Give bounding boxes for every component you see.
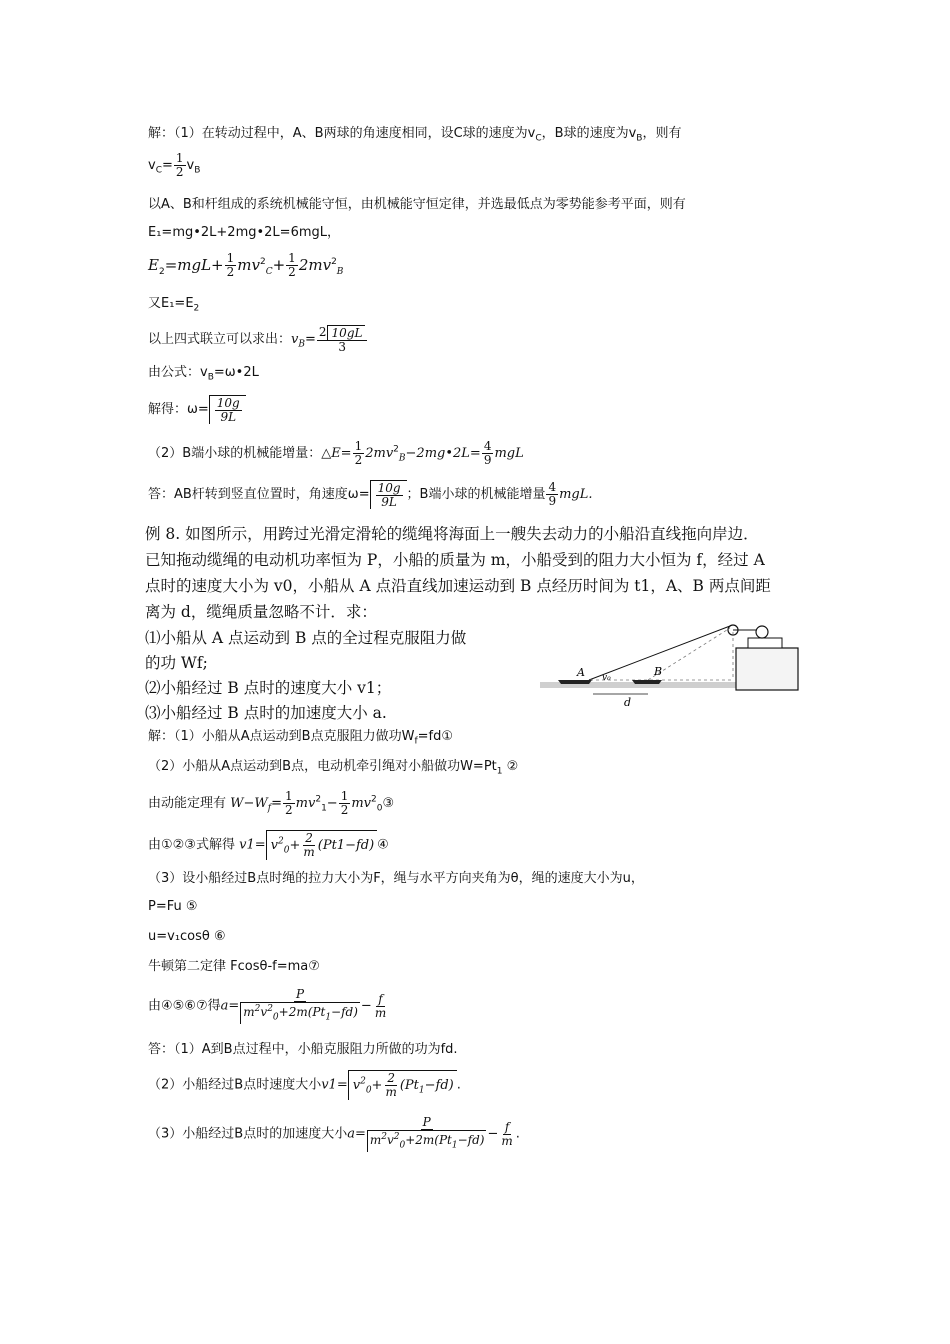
label-b: B (654, 665, 663, 678)
boat-a (558, 680, 592, 684)
sol1-result: 解得：ω= $\frac{10g}{9L}$ (148, 395, 246, 424)
sol8-step6: P=Fu ⑤ (148, 899, 198, 914)
sol1-vc-equation: $v_C=$ $\frac{1}{2}$ $v_B$ (148, 151, 201, 179)
sol8-step8: 牛顿第二定律 Fcosθ-f=ma⑦ (148, 959, 320, 974)
sol1-e1: E₁=mg•2L+2mg•2L=6mgL， (148, 225, 340, 240)
sol1-solve: 以上四式联立可以求出：$v_B=$ $\frac{2 10gL}{3}$ (148, 325, 368, 354)
label-d: d (624, 696, 632, 709)
sol8-step3: 由动能定理有 $W-W_f=$ $\frac{1}{2}$ $mv^2_1-$ $\frac{1}{2}$ $mv^2_0③$ (148, 789, 395, 817)
sol8-step9: 由④⑤⑥⑦得a= $\frac{P}{m^2v^2_0+2m(Pt_1-fd)}$ − $\frac{f}{m}$ (148, 987, 387, 1023)
ex8-question1a: ⑴小船从 A 点运动到 B 点的全过程克服阻力做 (145, 629, 467, 647)
boat-pulley-diagram (540, 618, 825, 710)
sol1-formula: 由公式：$v_B=\omega•2L$ (148, 365, 259, 383)
label-v0: v₀ (602, 673, 611, 683)
ex8-para-line3: 点时的速度大小为 v0，小船从 A 点沿直线加速运动到 B 点经历时间为 t1，A、B 两点间距 (145, 577, 771, 595)
sol8-step7: u=v₁cosθ ⑥ (148, 929, 226, 944)
sol8-step1: 解：（1）小船从A点运动到B点克服阻力做功$W_f=fd①$ (148, 729, 453, 747)
sol1-part2: （2）B端小球的机械能增量：△E= $\frac{1}{2}$ $2mv^2_B-2mg•2L=$ $\frac{4}{9}$ mgL (148, 439, 524, 467)
sol1-answer: 答：AB杆转到竖直位置时，角速度ω= $\frac{10g}{9L}$ ；B端小球的机械能增量 $\frac{4}{9}$ mgL. (148, 480, 593, 509)
boat-b (632, 680, 662, 684)
motor-base (748, 638, 782, 648)
ex8-question3: ⑶小船经过 B 点时的加速度大小 a. (145, 704, 387, 722)
ex8-para-line1: 例 8. 如图所示，用跨过光滑定滑轮的缆绳将海面上一艘失去动力的小船沿直线拖向岸边． (145, 525, 759, 543)
sol8-step4: 由①②③式解得 $v1= v^2_0+$ $\frac{2}{m}$ (Pt1−fd) ④ (148, 831, 389, 859)
sol1-e2-equation: $E_2=mgL+$ $\frac{1}{2}$ $mv^2_C+$ $\frac{1}{2}$ $2mv^2_B$ (148, 251, 344, 279)
motor-icon (756, 626, 768, 638)
sol8-answer1: 答：（1）A到B点过程中，小船克服阻力所做的功为fd. (148, 1042, 458, 1057)
label-a: A (577, 666, 585, 679)
ex8-question2: ⑵小船经过 B 点时的速度大小 v1； (145, 679, 392, 697)
ex8-question1b: 的功 Wf; (145, 654, 208, 672)
ex8-para-line2: 已知拖动缆绳的电动机功率恒为 P，小船的质量为 m，小船受到的阻力大小恒为 f，经过 A (145, 551, 765, 569)
sol1-also: 又$E_1=E_2$ (148, 296, 200, 314)
sol8-answer3: （3）小船经过B点时的加速度大小a= $\frac{P}{m^2v^2_0+2m(Pt_1-fd)}$ − $\frac{f}{m}$ . (148, 1115, 520, 1151)
ex8-para-line4: 离为 d，缆绳质量忽略不计．求： (145, 603, 377, 621)
sol8-step5: （3）设小船经过B点时绳的拉力大小为F，绳与水平方向夹角为θ，绳的速度大小为u， (148, 871, 644, 886)
shore-block (736, 648, 798, 690)
sol1-line3: 以A、B和杆组成的系统机械能守恒，由机械能守恒定律，并选最低点为零势能参考平面，则有 (148, 197, 686, 212)
sol8-step2: （2）小船从A点运动到B点，电动机牵引绳对小船做功$W=Pt_1$ ② (148, 759, 519, 777)
sol8-answer2: （2）小船经过B点时速度大小$v1= v^2_0+$ $\frac{2}{m}$ $(Pt_1-fd)$ . (148, 1071, 461, 1099)
sol1-line1: 解：（1）在转动过程中，A、B两球的角速度相同，设C球的速度为$v_C$，B球的速度为$v_B$，则有 (148, 126, 682, 144)
